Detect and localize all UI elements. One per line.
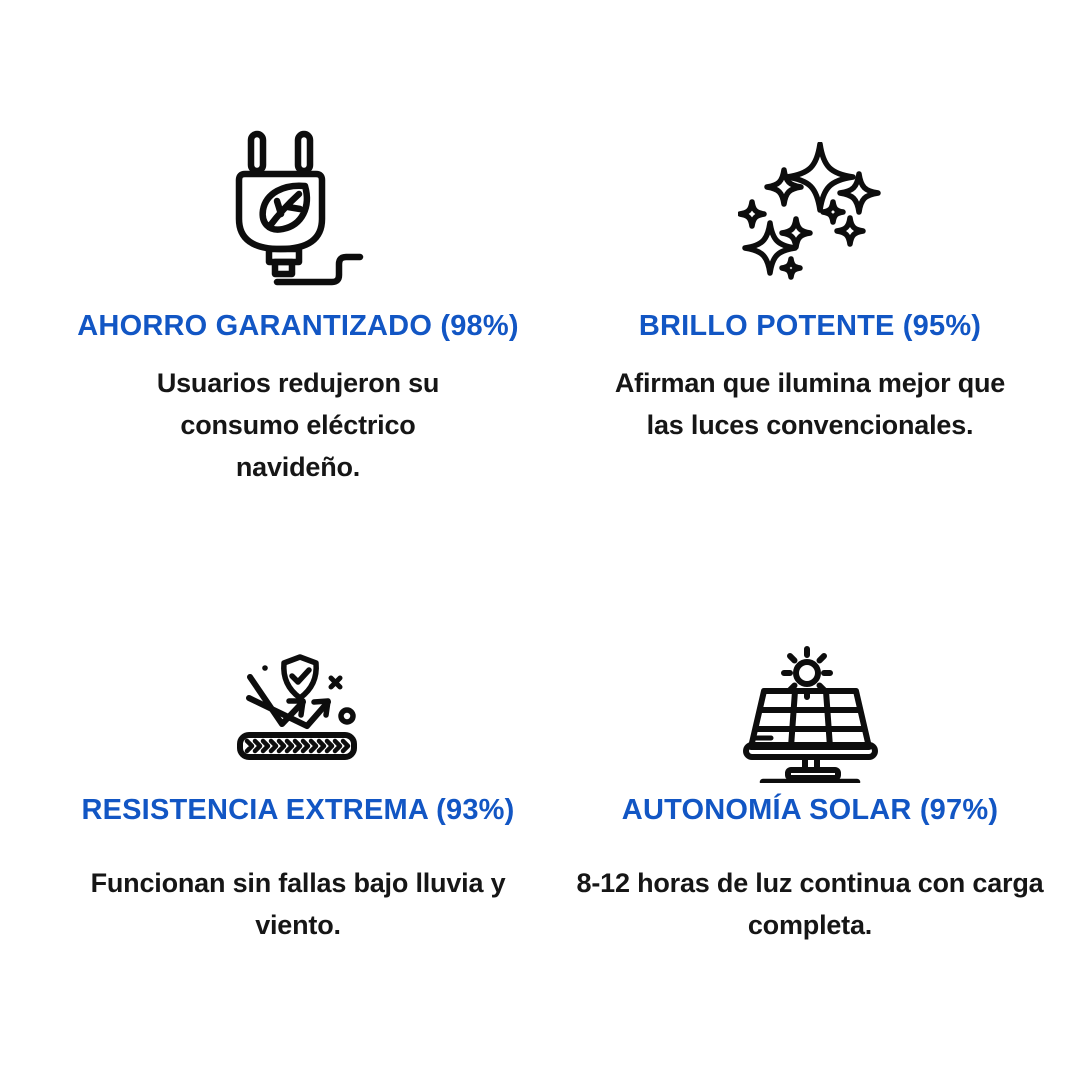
card-ahorro-garantizado: [28, 0, 568, 540]
card-body: [615, 362, 1005, 446]
weatherproof-surface-icon: [237, 618, 359, 790]
solar-panel-icon: [740, 618, 880, 790]
body-line: Afirman que ilumina mejor que: [614, 368, 1006, 398]
solar-panel-icon-svg: [740, 631, 880, 783]
card-resistencia-extrema: [28, 540, 568, 1080]
body-line: navideño.: [235, 452, 361, 482]
card-autonomia-solar: [540, 540, 1080, 1080]
body-line: Funcionan sin fallas bajo lluvia y: [90, 868, 506, 898]
body-line: Usuarios redujeron su: [156, 368, 440, 398]
body-line: completa.: [747, 910, 873, 940]
card-body: [91, 862, 506, 946]
card-title: RESISTENCIA EXTREMA (93%): [81, 794, 515, 826]
sparkles-icon-svg: [738, 142, 883, 282]
weatherproof-surface-icon-svg: [237, 645, 359, 763]
body-line: 8-12 horas de luz continua con carga: [576, 868, 1044, 898]
card-title: AUTONOMÍA SOLAR (97%): [621, 794, 999, 826]
body-line: viento.: [255, 910, 341, 940]
card-brillo-potente: [540, 0, 1080, 540]
sparkles-icon: [738, 122, 883, 294]
card-body: [157, 362, 439, 488]
eco-plug-icon: [228, 122, 368, 294]
body-line: las luces convencionales.: [646, 410, 974, 440]
card-body: [577, 862, 1044, 946]
card-title: AHORRO GARANTIZADO (98%): [77, 310, 519, 342]
eco-plug-icon-svg: [228, 124, 368, 292]
body-line: consumo eléctrico: [180, 410, 416, 440]
card-title: BRILLO POTENTE (95%): [638, 310, 982, 342]
